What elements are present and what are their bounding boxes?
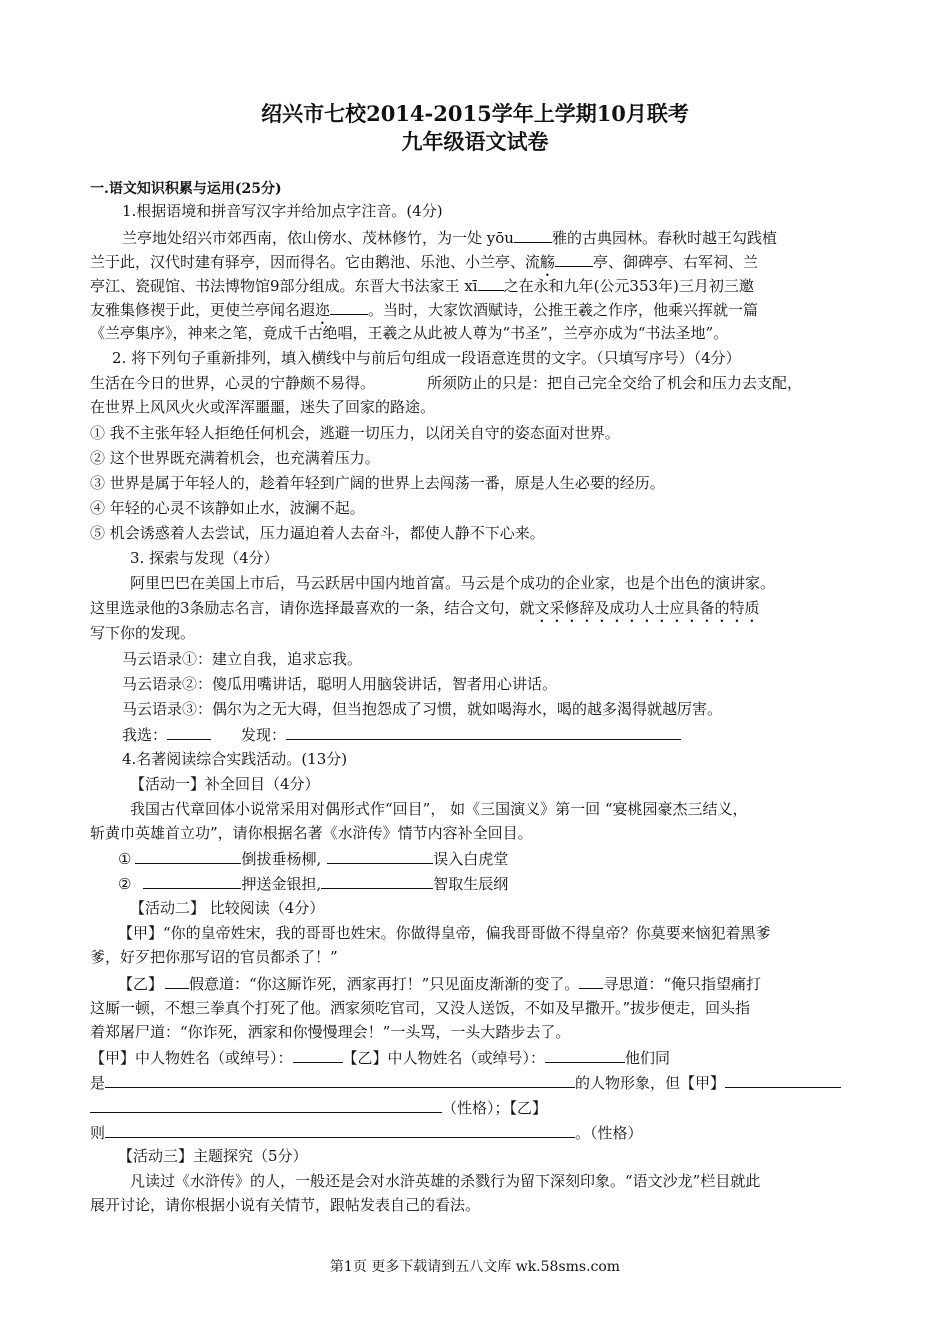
q1-text-part: 兰于此，汉代时建有驿亭，因而得名。它由鹅池、乐池、小兰亭、流 bbox=[90, 253, 541, 271]
chapter-title-row-1 bbox=[118, 847, 508, 870]
answer-blank[interactable] bbox=[165, 972, 189, 989]
answer-blank[interactable] bbox=[90, 1096, 442, 1113]
passage-part: 假意道：“你这厮诈死，洒家再打！”只见面皮渐渐的变了。 bbox=[189, 975, 580, 993]
activity-3-title: 【活动三】主题探究（5分） bbox=[118, 1147, 308, 1165]
answer-blank[interactable] bbox=[579, 972, 603, 989]
q1-text-part: 友雅集修禊于此，更使兰亭闻名遐 bbox=[90, 301, 316, 319]
chapter-part: 智取生辰纲 bbox=[433, 875, 509, 893]
q3-quote-2: 马云语录②：傻瓜用嘴讲话，聪明人用脑袋讲话，智者用心讲话。 bbox=[122, 675, 558, 693]
chapter-part: 误入白虎堂 bbox=[433, 850, 509, 868]
chapter-part: 倒拔垂杨柳, bbox=[241, 850, 322, 868]
q2-context-line-1 bbox=[90, 372, 802, 394]
q3-text-part: 这里选录他的3条励志名言，请你选择最喜欢的一条，结合文句，就 bbox=[90, 599, 535, 617]
q1-text-part: 之在永和九年(公元353年)三月初三邀 bbox=[503, 277, 754, 295]
q2-option-4: ④ 年轻的心灵不该静如止水，波澜不起。 bbox=[90, 499, 365, 517]
q1-text-line-5: 《兰亭集序》，神来之笔，竟成千古绝唱，王羲之从此被人尊为“书圣”，兰亭亦成为“书法圣地”。 bbox=[90, 324, 729, 342]
chapter-part: 押送金银担, bbox=[241, 875, 322, 893]
answer-blank[interactable] bbox=[321, 872, 433, 889]
find-label: 发现： bbox=[241, 726, 287, 744]
passage-yi-line-3: 着郑屠尸道：“你诈死，洒家和你慢慢理会！”一头骂，一头大踏步去了。 bbox=[90, 1023, 571, 1041]
dotted-character: 迩 bbox=[315, 301, 331, 319]
chapter-title-row-2 bbox=[118, 872, 508, 895]
passage-jia-line-1: 【甲】“你的皇帝姓宋，我的哥哥也姓宋。你做得皇帝，偏我哥哥做不得皇帝？你莫要来恼犯着黑爹 bbox=[118, 924, 771, 942]
q1-text-part: 亭、御碑亭、右军祠、兰 bbox=[593, 253, 759, 271]
q2-option-1: ① 我不主张年轻人拒绝任何机会，逃避一切压力，以闭关自守的姿态面对世界。 bbox=[90, 424, 620, 442]
answer-label: 是 bbox=[90, 1074, 106, 1092]
answer-line-3 bbox=[90, 1096, 547, 1119]
row-number: ② bbox=[118, 875, 132, 893]
passage-yi-line-2: 这厮一顿，不想三拳真个打死了他。洒家须吃官司，又没人送饭，不如及早撒开。”拔步便走，回头指 bbox=[90, 999, 751, 1017]
answer-blank[interactable] bbox=[105, 1121, 575, 1138]
dotted-character: 觞 bbox=[540, 253, 556, 271]
answer-blank[interactable] bbox=[327, 847, 433, 864]
q1-text-part: 亭江、瓷砚馆、书法博物馆9部分组成。东晋大书法家王 xī bbox=[90, 277, 478, 295]
activity-3-line-1: 凡读过《水浒传》的人，一般还是会对水浒英雄的杀戮行为留下深刻印象。“语文沙龙”栏目就此 bbox=[130, 1172, 761, 1190]
q1-text-line-3 bbox=[90, 274, 754, 297]
activity-1-title: 【活动一】补全回目（4分） bbox=[130, 775, 320, 793]
exam-subtitle: 九年级语文试卷 bbox=[401, 129, 549, 154]
answer-label: 。（性格） bbox=[575, 1124, 643, 1142]
answer-blank[interactable] bbox=[478, 274, 504, 291]
q1-text-part: 。当时，大家饮酒赋诗，公推王羲之作序，他乘兴挥就一篇 bbox=[368, 301, 759, 319]
activity-1-line-1: 我国古代章回体小说常采用对偶形式作“回目”， 如《三国演义》第一回 “宴桃园豪杰三结义， bbox=[130, 800, 748, 818]
choose-blank[interactable] bbox=[167, 723, 211, 740]
answer-label: 【甲】中人物姓名（或绰号）： bbox=[90, 1049, 293, 1067]
q3-answer-line bbox=[122, 723, 681, 746]
q1-text-line-1 bbox=[122, 226, 777, 249]
answer-label: 他们同 bbox=[625, 1049, 671, 1067]
page-footer: 第1页 更多下载请到五八文库 wk.58sms.com bbox=[329, 1259, 621, 1275]
answer-blank[interactable] bbox=[293, 1046, 343, 1063]
find-blank[interactable] bbox=[286, 723, 681, 740]
answer-label: 则 bbox=[90, 1124, 106, 1142]
q2-option-3: ③ 世界是属于年轻人的，趁着年轻到广阔的世界上去闯荡一番，原是人生必要的经历。 bbox=[90, 474, 665, 492]
q2-context-part: 生活在今日的世界，心灵的宁静颇不易得。 bbox=[90, 374, 376, 392]
choose-label: 我选： bbox=[122, 726, 168, 744]
passage-yi-line-1 bbox=[118, 972, 761, 995]
section-heading: 一.语文知识积累与运用(25分) bbox=[90, 181, 282, 197]
q2-option-2: ② 这个世界既充满着机会，也充满着压力。 bbox=[90, 449, 380, 467]
q3-quote-1: 马云语录①：建立自我，追求忘我。 bbox=[122, 650, 363, 668]
passage-part: 寻思道：“俺只指望痛打 bbox=[603, 975, 762, 993]
q4-prompt: 4.名著阅读综合实践活动。(13分) bbox=[122, 750, 348, 768]
q1-prompt: 1.根据语境和拼音写汉字并给加点字注音。(4分) bbox=[122, 202, 443, 220]
q3-text-line-3: 写下你的发现。 bbox=[90, 624, 196, 642]
answer-blank[interactable] bbox=[555, 250, 593, 267]
activity-3-line-2: 展开讨论，请你根据小说有关情节，跟帖发表自己的看法。 bbox=[90, 1196, 481, 1214]
answer-blank[interactable] bbox=[725, 1071, 841, 1088]
row-number: ① bbox=[118, 850, 132, 868]
q2-context-part: 所须防止的只是：把自己完全交给了机会和压力去支配， bbox=[427, 374, 803, 392]
answer-blank[interactable] bbox=[514, 226, 552, 243]
answer-blank[interactable] bbox=[143, 872, 241, 889]
q2-context-line-2: 在世界上风风火火或浑浑噩噩，迷失了回家的路途。 bbox=[90, 398, 436, 416]
q3-prompt: 3. 探索与发现（4分） bbox=[130, 549, 279, 567]
q3-quote-3: 马云语录③：偶尔为之无大碍，但当抱怨成了习惯，就如喝海水，喝的越多渴得就越厉害。 bbox=[122, 700, 723, 718]
q1-text-part: 兰亭地处绍兴市郊西南，依山傍水、茂林修竹，为一处 yōu bbox=[122, 229, 514, 247]
q3-text-line-1: 阿里巴巴在美国上市后，马云跃居中国内地首富。马云是个成功的企业家，也是个出色的演讲家。 bbox=[130, 574, 776, 592]
answer-label: 【乙】中人物姓名（或绰号）： bbox=[342, 1049, 546, 1067]
activity-1-line-2: 斩黄巾英雄首立功”，请你根据名著《水浒传》情节内容补全回目。 bbox=[90, 824, 533, 842]
q1-text-part: 雅的古典园林。春秋时越王勾践植 bbox=[551, 229, 777, 247]
activity-2-title: 【活动二】 比较阅读（4分） bbox=[130, 899, 325, 917]
answer-blank[interactable] bbox=[135, 847, 241, 864]
q2-option-5: ⑤ 机会诱惑着人去尝试，压力逼迫着人去奋斗，都使人静不下心来。 bbox=[90, 524, 545, 542]
exam-title: 绍兴市七校2014-2015学年上学期10月联考 bbox=[261, 101, 689, 126]
q2-prompt: 2. 将下列句子重新排列，填入横线中与前后句组成一段语意连贯的文字。（只填写序号）（4分） bbox=[112, 349, 741, 367]
answer-label: 的人物形象，但【甲】 bbox=[575, 1074, 726, 1092]
answer-blank[interactable] bbox=[105, 1071, 575, 1088]
answer-label: （性格）；【乙】 bbox=[442, 1099, 548, 1117]
answer-line-1 bbox=[90, 1046, 670, 1069]
dotted-phrase: 文采修辞及成功人士应具备的特质 bbox=[534, 599, 760, 617]
answer-blank[interactable] bbox=[545, 1046, 625, 1063]
answer-line-2 bbox=[90, 1071, 841, 1094]
answer-line-4 bbox=[90, 1121, 643, 1144]
passage-jia-line-2: 爹，好歹把你那写诏的官员都杀了！” bbox=[90, 948, 338, 966]
answer-blank[interactable] bbox=[330, 298, 368, 315]
passage-part: 【乙】 bbox=[118, 975, 164, 993]
